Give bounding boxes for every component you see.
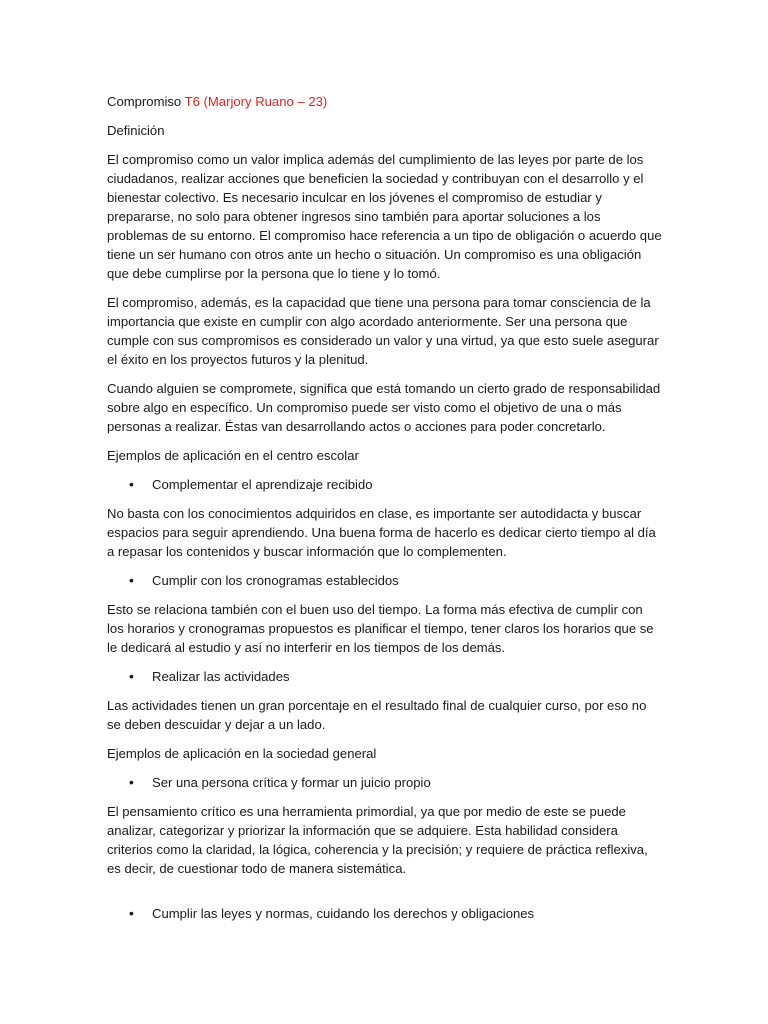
bullet-title: Ser una persona crítica y formar un juicio propio xyxy=(152,775,431,790)
bullet-icon: • xyxy=(129,668,134,684)
title-main: Compromiso xyxy=(107,94,182,109)
bullet-list xyxy=(107,773,662,792)
bullet-item xyxy=(107,773,662,792)
bullet-item xyxy=(107,904,662,923)
bullet-icon: • xyxy=(129,774,134,790)
definition-heading: Definición xyxy=(107,123,165,138)
paragraph: Cuando alguien se compromete, significa que está tomando un cierto grado de responsabilidad sobre algo en específico. Un compromiso puede ser visto como el objetivo de una o más personas a realizar. Éstas van desarrollando actos o acciones para poder concretarlo. xyxy=(107,381,661,434)
bullet-item xyxy=(107,571,662,590)
paragraph: El compromiso como un valor implica además del cumplimiento de las leyes por parte de los ciudadanos, realizar acciones que beneficien la sociedad y contribuyan con el desarrollo y el bienestar colectivo. Es necesario inculcar en los jóvenes el compromiso de estudiar y prepararse, no solo para obtener ingresos sino también para aportar soluciones a los problemas de su entorno. El compromiso hace referencia a un tipo de obligación o acuerdo que tiene un ser humano con otros ante un hecho o situación. Un compromiso es una obligación que debe cumplirse por la persona que lo tiene y lo tomó. xyxy=(107,152,662,281)
bullet-title: Realizar las actividades xyxy=(152,669,290,684)
paragraph: Esto se relaciona también con el buen uso del tiempo. La forma más efectiva de cumplir con los horarios y cronogramas propuestos es planificar el tiempo, tener claros los horarios que se le dedicará al estudio y así no interferir en los tiempos de los demás. xyxy=(107,602,654,655)
society-section-heading: Ejemplos de aplicación en la sociedad general xyxy=(107,746,377,761)
bullet-list xyxy=(107,904,662,923)
paragraph: El pensamiento crítico es una herramienta primordial, ya que por medio de este se puede analizar, categorizar y priorizar la información que se adquiere. Esta habilidad considera criterios como la claridad, la lógica, coherencia y la precisión; y requiere de práctica reflexiva, es decir, de cuestionar todo de manera sistemática. xyxy=(107,804,648,876)
bullet-icon: • xyxy=(129,572,134,588)
paragraph: Las actividades tienen un gran porcentaje en el resultado final de cualquier curso, por eso no se deben descuidar y dejar a un lado. xyxy=(107,698,647,732)
document-title xyxy=(107,92,662,111)
paragraph: El compromiso, además, es la capacidad que tiene una persona para tomar consciencia de la importancia que existe en cumplir con algo acordado anteriormente. Ser una persona que cumple con sus compromisos es considerado un valor y una virtud, ya que esto suele asegurar el éxito en los proyectos futuros y la plenitud. xyxy=(107,295,659,367)
title-highlight: T6 (Marjory Ruano – 23) xyxy=(184,94,328,109)
bullet-icon: • xyxy=(129,476,134,492)
bullet-list xyxy=(107,571,662,590)
bullet-list xyxy=(107,667,662,686)
bullet-title: Cumplir las leyes y normas, cuidando los derechos y obligaciones xyxy=(152,906,535,921)
bullet-title: Complementar el aprendizaje recibido xyxy=(152,477,373,492)
document-body xyxy=(107,92,662,933)
bullet-item xyxy=(107,475,662,494)
bullet-item xyxy=(107,667,662,686)
bullet-icon: • xyxy=(129,905,134,921)
bullet-title: Cumplir con los cronogramas establecidos xyxy=(152,573,399,588)
school-section-heading: Ejemplos de aplicación en el centro escolar xyxy=(107,448,359,463)
paragraph: No basta con los conocimientos adquiridos en clase, es importante ser autodidacta y buscar espacios para seguir aprendiendo. Una buena forma de hacerlo es dedicar cierto tiempo al día a repasar los contenidos y buscar información que lo complementen. xyxy=(107,506,656,559)
blank-line xyxy=(107,888,662,904)
bullet-list xyxy=(107,475,662,494)
